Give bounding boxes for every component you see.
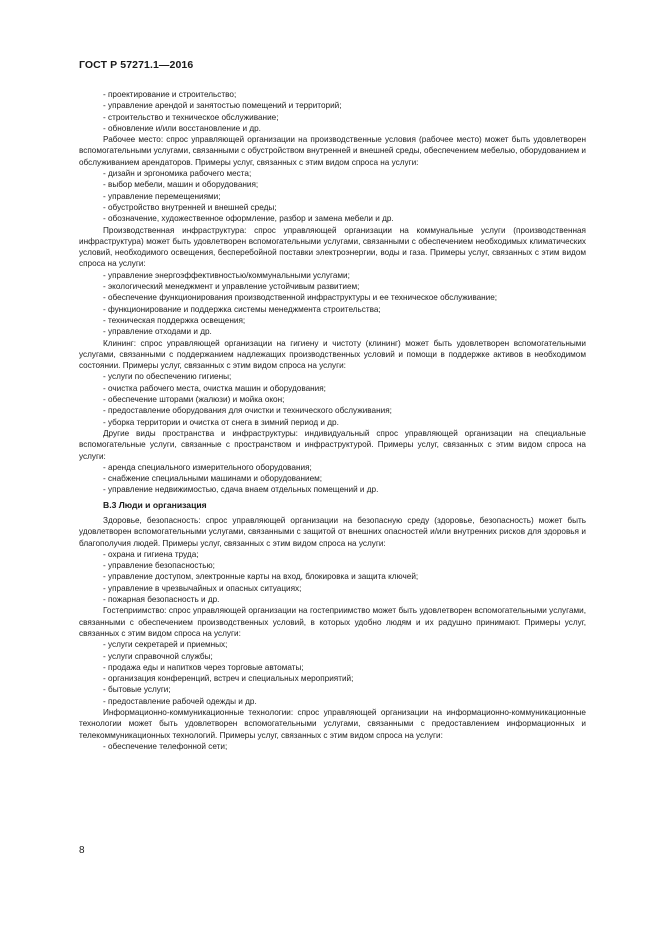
paragraph: Производственная инфраструктура: спрос управляющей организации на коммунальные услуги (производственная инфраструктура) может быть удовлетворен вспомогательными услугами, связанными с обеспечением необходимых климатических условий, необходимого освещения, бесперебойной поставки электроэнергии, воды и газа. Примеры услуг, связанных с этим видом спроса на услуги: <box>79 225 586 269</box>
list-item: - обеспечение телефонной сети; <box>103 741 228 751</box>
list-item: - бытовые услуги; <box>103 685 171 695</box>
list-item: - организация конференций, встреч и специальных мероприятий; <box>103 674 354 684</box>
list-item: - услуги секретарей и приемных; <box>103 640 228 650</box>
list-item: - управление энергоэффективностью/коммунальными услугами; <box>103 270 350 280</box>
list-item: - уборка территории и очистка от снега в зимний период и др. <box>103 417 339 427</box>
page-number: 8 <box>79 845 85 856</box>
standard-designation: ГОСТ Р 57271.1—2016 <box>79 59 194 71</box>
list-item: - очистка рабочего места, очистка машин и оборудования; <box>103 383 326 393</box>
list-item: - управление доступом, электронные карты на вход, блокировка и защита ключей; <box>103 572 419 582</box>
paragraph: Гостеприимство: спрос управляющей организации на гостеприимство может быть удовлетворен вспомогательными услугами, связанными с обеспечением производственных условий, в которых удобно людям и их радушно принимают. Примеры услуг, связанных с этим видом спроса на услуги: <box>79 606 586 638</box>
list-item: - управление отходами и др. <box>103 327 212 337</box>
list-item: - продажа еды и напитков через торговые автоматы; <box>103 662 304 672</box>
list-item: - управление недвижимостью, сдача внаем отдельных помещений и др. <box>103 485 379 495</box>
list-item: - управление безопасностью; <box>103 561 215 571</box>
list-item: - обустройство внутренней и внешней среды; <box>103 202 277 212</box>
list-item: - экологический менеджмент и управление устойчивым развитием; <box>103 282 360 292</box>
list-item: - обеспечение функционирования производственной инфраструктуры и ее техническое обслуживание; <box>103 293 498 303</box>
list-item: - пожарная безопасность и др. <box>103 595 220 605</box>
document-body <box>79 89 586 752</box>
paragraph: Информационно-коммуникационные технологии: спрос управляющей организации на информационно-коммуникационные технологии может быть удовлетворен вспомогательными услугами, связанными с предоставлением информационных и телекоммуникационных технологий. Примеры услуг, связанных с этим видом спроса на услуги: <box>79 708 586 740</box>
list-item: - функционирование и поддержка системы менеджмента строительства; <box>103 304 381 314</box>
list-item: - услуги справочной службы; <box>103 651 213 661</box>
list-item: - предоставление оборудования для очистки и технического обслуживания; <box>103 406 392 416</box>
list-item: - обеспечение шторами (жалюзи) и мойка окон; <box>103 395 285 405</box>
paragraph: Здоровье, безопасность: спрос управляющей организации на безопасную среду (здоровье, безопасность) может быть удовлетворен вспомогательными услугами, связанными с защитой от внешних опасностей и/или внутренних рисков для здоровья и благополучия людей. Примеры услуг, связанных с этим видом спроса на услуги: <box>79 515 586 548</box>
list-item: - предоставление рабочей одежды и др. <box>103 696 257 706</box>
paragraph: Рабочее место: спрос управляющей организации на производственные условия (рабочее место) может быть удовлетворен вспомогательными услугами, связанными с обустройством внутренней и внешней среды, обеспечением мебелью, оборудованием и обслуживанием арендаторов. Примеры услуг, связанных с этим видом спроса на услуги: <box>79 135 586 167</box>
list-item: - обновление и/или восстановление и др. <box>103 123 261 133</box>
paragraph: Клининг: спрос управляющей организации на гигиену и чистоту (клининг) может быть удовлетворен вспомогательными услугами, связанными с поддержанием надлежащих производственных условий и помощи в поддержке активов в необходимом состоянии. Примеры услуг, связанных с этим видом спроса на услуги: <box>79 338 586 371</box>
list-item: - техническая поддержка освещения; <box>103 315 246 325</box>
list-item: - управление арендой и занятостью помещений и территорий; <box>103 101 342 111</box>
paragraph: Другие виды пространства и инфраструктуры: индивидуальный спрос управляющей организации на специальные вспомогательные услуги, связанные с пространством и инфраструктурой. Примеры услуг, связанных с этим видом спроса на услуги: <box>79 428 586 461</box>
list-item: - дизайн и эргономика рабочего места; <box>103 169 252 179</box>
list-item: - снабжение специальными машинами и оборудованием; <box>103 474 323 484</box>
section-heading: В.3 Люди и организация <box>103 499 207 510</box>
list-item: - управление перемещениями; <box>103 191 221 201</box>
list-item: - охрана и гигиена труда; <box>103 549 199 559</box>
list-item: - строительство и техническое обслуживание; <box>103 112 279 122</box>
list-item: - проектирование и строительство; <box>103 90 237 99</box>
list-item: - выбор мебели, машин и оборудования; <box>103 180 259 190</box>
list-item: - обозначение, художественное оформление, разбор и замена мебели и др. <box>103 214 394 224</box>
list-item: - управление в чрезвычайных и опасных ситуациях; <box>103 583 302 593</box>
list-item: - услуги по обеспечению гигиены; <box>103 372 232 382</box>
list-item: - аренда специального измерительного оборудования; <box>103 462 312 472</box>
